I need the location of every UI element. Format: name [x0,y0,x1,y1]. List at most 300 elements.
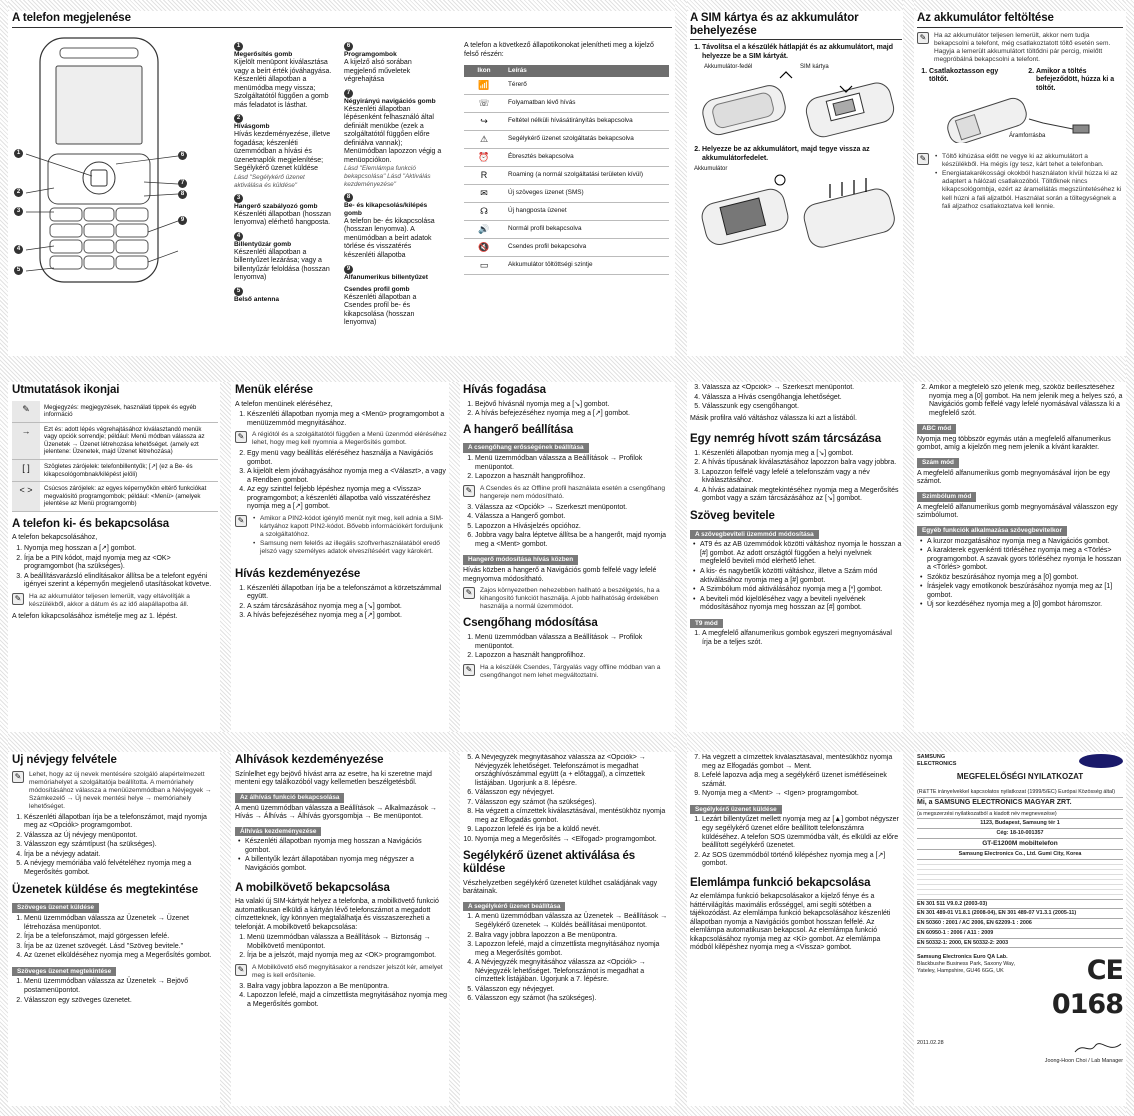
declaration-sign [917,1040,1123,1056]
menu-panel [235,384,447,730]
charge-steps [917,68,1123,98]
onoff-outro: A telefon kikapcsolásához ismételje meg az 1. lépést. [12,612,178,620]
conventions-panel [12,384,218,730]
convention-desc: Csúcsos zárójelek: az egyes képernyőkön eltérő funkciókat megvalósító programgombok; például: <Menü> (amelyek jelentése az Menü programgomb) [40,482,218,512]
ringtone-step: 5. Válasszunk egy csengőhangot. [702,403,902,412]
sos-intro: Vészhelyzetben segélykérő üzenetet küldhet családjának vagy barátainak. [463,879,658,896]
status-icon-desc: Segélykérő üzenet szolgáltatás bekapcsolva [504,130,669,148]
declaration-line: GT-E1200M mobiltelefon [917,839,1123,850]
table-row [464,256,669,274]
ringtone-step: 4. Válassza a Hívás csengőhangja lehetőséget. [702,394,902,403]
volume-bar-2: Hangerő módosítása hívás közben [463,555,578,565]
sim-illustration-1 [690,64,902,146]
ringtone-note [463,664,673,680]
item-label: Billentyűzár gomb [234,240,292,248]
note-icon: ✎ [463,587,475,599]
other-bar: Egyéb funkciók alkalmazása szövegbevitelkor [917,526,1067,536]
item-label: Be- és kikapcsolás/kilépés gomb [344,201,428,217]
recent-title: Egy nemrég hívott szám tárcsázása [690,433,882,446]
declaration-signer: Joong-Hoon Choi / Lab Manager [1044,1057,1123,1064]
abc-text: Nyomja meg többször egymás után a megfelelő alfanumerikus gombot, amíg a kijelzőn meg nem jelenik a kívánt karakter. [917,435,1111,452]
table-header-row [464,65,669,77]
text-bullet: • A kis- és nagybetűk közötti váltáshoz, illetve a Szám mód aktiválásához nyomja meg a [#] gombot. [700,568,902,585]
volume-title: A hangerő beállítása [463,423,574,436]
charge-step-1: 1. Csatlakoztasson egy töltőt. [929,68,1016,85]
appearance-item [234,232,334,283]
num-text: A megfelelő alfanumerikus gomb megnyomásával írjon be egy számot. [917,469,1110,486]
gutter-row1-row2 [0,356,1134,382]
other-bullet: • Szóköz beszúrásához nyomja meg a [0] gombot. [927,574,1123,583]
item-label: Négyirányú navigációs gomb [344,97,436,105]
charge-step-2: 2. Amikor a töltés befejeződött, húzza ki a töltőt. [1036,68,1123,94]
declaration-line: EN 60950-1 : 2006 / A11 : 2009 [917,929,1123,939]
tracker-step: 5. A Névjegyzék megnyitásához válassza az <Opciók> → Névjegyzék lehetőséget. Telefonszámot is megadhat országhívószámmal együtt (a + előtaggal), a címzettek listájában. Ugorjunk a 8. lépésre. [475,754,673,788]
declaration-lab [917,954,1123,1022]
cover-label: Akkumulátor-fedél [704,64,753,71]
item-number: 4 [234,232,243,241]
status-icons-table [464,65,669,274]
volume-step: 5. Lapozzon a Hívásjelzés opcióhoz. [475,523,673,532]
recent-step: 1. Készenléti állapotban nyomja meg a [↘] gombot. [702,450,902,459]
declaration-line: Cég: 18-10-001357 [917,829,1123,839]
gutter-top [0,0,1134,11]
declaration-line: (a megszerzési nyilatkozatból a kiadott név megnevezése) [917,810,1123,820]
phone-drawing [20,36,190,296]
status-icon: ▭ [464,256,504,274]
status-icons-intro: A telefon a következő állapotikonokat jelenítheti meg a kijelző felső részén: [464,42,654,58]
contact-note [12,771,218,811]
tracker-intro: Ha valaki új SIM-kártyát helyez a telefonba, a mobilkövető funkció automatikusan elküldi a kártyán lévő telefonszámot a megadott címzetteknek, így könnyen megtalálhatja és visszaszerezheti a telefonját. A mobilkövető bekapcsolása: [235,898,439,931]
gutter-col-d [675,0,687,1116]
item-label: Csendes profil gomb [344,285,410,293]
status-icon: ☏ [464,94,504,112]
sos-step: 9. Nyomja meg a <Ment> → <Igen> programgombot. [702,790,902,799]
menu-note-bullet: • Samsung nem felelős az illegális szoftverhasználatából eredő jelszó vagy személyes adatok elveszítéséért vagy károkért. [260,540,447,556]
text-bar-2: T9 mód [690,619,723,629]
declaration-panel [917,754,1123,1104]
tracker-step: 1. Menü üzemmódban válassza a Beállítások → Biztonság → Mobilkövető menüpontot. [247,934,447,951]
volume-note-text: A Csendes és az Offline profil használata esetén a csengőhang hangereje nem módosítható. [480,484,665,500]
note-icon: ✎ [463,664,475,676]
contact-step: 1. Készenléti állapotban írja be a telefonszámot, majd nyomja meg az <Opciók> programgombot. [24,814,218,831]
torch-panel [690,754,902,1104]
text-bullet: • AT9 és az AB üzemmódok közötti váltáshoz nyomja le hosszan a [#] gombot. Az adott országtól függően a helyi nyelvnek megfelelő beviteli mód elérhető lehet. [700,541,902,567]
tracker-step: 10. Nyomja meg a Megerősítés → <Elfogad> programgombot. [475,836,673,845]
ringtone-outro: Másik profilra való váltáshoz válassza ki azt a listából. [690,414,857,422]
message-view-step: 1. Menü üzemmódban válassza az Üzenetek → Bejövő postamenüpontot. [24,978,218,995]
contact-title: Új névjegy felvétele [12,754,117,766]
convention-desc: Szögletes zárójelek: telefonbillentyűk; [↗] (ez a Be- és kikapcsológombnak/kilépést jelöli) [40,460,218,482]
sos-title: Segélykérő üzenet aktiválása és küldése [463,850,636,875]
t9-step: 2. Amikor a megfelelő szó jelenik meg, szóköz beillesztéséhez nyomja meg a [0] gombot. Ha nem jelenik meg a helyes szó, a Navigációs gomb felfelé vagy lefelé nyomásával válassza ki a megfelelő szót. [929,384,1123,418]
declaration-line: Samsung Electronics Co., Ltd. Gumi City, Korea [917,850,1123,860]
declaration-line: EN 301 489-01 V1.8.1 (2008-04), EN 301 489-07 V1.3.1 (2005-11) [917,909,1123,919]
callout-6: 6 [178,151,187,160]
declaration-line: Mi, a SAMSUNG ELECTRONICS MAGYAR ZRT. [917,798,1123,810]
phone-illustration [16,36,185,286]
volume-note-2 [463,587,673,611]
item-number: 1 [234,42,243,51]
menu-note-2 [235,515,447,560]
tracker-step: 3. Balra vagy jobbra lapozzon a Be menüpontra. [247,983,447,992]
volume-note-1 [463,485,673,501]
table-row [464,130,669,148]
status-icons-section [464,42,669,275]
table-row [464,220,669,238]
appearance-item [344,89,444,189]
volume-step: 2. Lapozzon a használt hangprofilhoz. [475,473,673,482]
callout-4: 4 [14,245,23,254]
gutter-bottom [0,1106,1134,1116]
call-step: 2. A szám tárcsázásához nyomja meg a [↘] gombot. [247,603,447,612]
volume-note-text: Zajos környezetben nehezebben hallható a beszélgetés, ha a kihangosító funkciót használja. A jobb hallhatóság érdekében használja a normál üzemmódot. [480,587,660,611]
status-icon: ⏰ [464,148,504,166]
fake-bullet: • Készenléti állapotban nyomja meg hosszan a Navigációs gombot. [245,838,447,855]
status-icon-desc: Új hangposta üzenet [504,202,669,220]
sos-step: 3. Lapozzon lefelé, majd a címzettlista megnyitásához nyomja meg a Megerősítés gombot. [475,941,673,958]
fake-title: Álhívások kezdeményezése [235,754,384,766]
abc-bar: ABC mód [917,424,956,434]
sim-drawing-1 [690,64,900,146]
sos-panel [463,754,673,1104]
table-row [464,94,669,112]
answer-step: 2. A hívás befejezéséhez nyomja meg a [↗] gombot. [475,410,673,419]
appearance-item [344,193,444,261]
table-row [12,482,218,512]
menu-step: 3. A kijelölt elem jóváhagyásához nyomja meg a <Választ>, a vagy a Rendben gombot. [247,468,447,485]
other-bullet: • Új sor kezdéséhez nyomja meg a [0] gombot háromszor. [927,601,1123,610]
item-number: 8 [344,193,353,202]
item-number: 9 [344,265,353,274]
gutter-col-f [1126,0,1134,1116]
appearance-item [344,265,444,282]
declaration-line: Samsung Electronics Euro QA Lab. [917,954,1008,961]
torch-title: Elemlámpa funkció bekapcsolása [690,876,871,889]
appearance-col1 [234,42,334,308]
fake-intro: Színlelhet egy bejövő hívást arra az esetre, ha ki szeretne majd menteni egy találkozóból vagy kellemetlen beszélgetésből. [235,770,432,787]
onoff-step: 3. A beállításvarázsló elindításakor állítsa be a telefont egyéni igényei szerint a képernyőn megjelenő utasításokat követve. [24,573,218,590]
item-number: 3 [234,194,243,203]
sym-bar: Szimbólum mód [917,492,976,502]
gutter-row2-row3 [0,732,1134,752]
menu-step: 4. Az egy szinttel feljebb lépéshez nyomja meg a <Vissza> programgombot; a készenléti állapotba való visszatéréshez nyomja meg a [↗] gombot. [247,486,447,512]
item-label: Hívásgomb [234,123,270,131]
callout-1: 1 [14,149,23,158]
table-row [464,238,669,256]
sos-step: 1. A menü üzemmódban válassza az Üzenetek → Beállítások → Segélykérő üzenetek → Küldés beállításai menüpontot. [475,913,673,930]
declaration-line: EN 50360 : 2001 / AC 2006, EN 62209-1 : 2006 [917,919,1123,929]
message-step: 4. Az üzenet elküldéséhez nyomja meg a Megerősítés gombot. [24,952,218,961]
declaration-line: EN 301 511 V9.0.2 (2003-03) [917,900,1123,910]
item-text: A telefon be- és kikapcsolása (hosszan lenyomva). A menümódban a beírt adatok törlése és visszatérés készenléti állapotba [344,217,435,259]
item-text: Kijelölt menüpont kiválasztása vagy a beírt érték jóváhagyása. Készenléti állapotban a menümódba megy vissza; Szolgáltatótól függően a gomb más feladatot is lásthat. [234,59,332,109]
t9-step: 1. A megfelelő alfanumerikus gombok egyszeri megnyomásával írja be a teljes szót. [702,630,902,647]
gutter-col-b [220,382,231,732]
conventions-title: Útmutatások ikonjai [12,384,120,396]
contact-step: 5. A névjegy memóriába való felvételéhez nyomja meg a Megerősítés gombot. [24,860,218,877]
fake-bar-1: Az álhívás funkció bekapcsolása [235,793,344,803]
torch-text: Az elemlámpa funkció bekapcsolásakor a kijelző fénye és a háttérvilágítás maximális erősséggel, ami segíti sötétben a tájékozódást. Az elemlámpa funkció bekapcsolásához készenléti állapotban nyomja a Navigációs gombot hosszan felfelé. Az elemlámpa automatikusan bekapcsol. Az elemlámpa funkció kikapcsolásához nyomja meg az <Ki> gombot. Az elemlámpa módból kilépéshez nyomja meg a <Vissza> gombot. [690,893,891,952]
message-view-step: 2. Válasszon egy szöveges üzenetet. [24,997,218,1006]
item-label: Programgombok [344,51,397,58]
menu-title: Menük elérése [235,384,313,396]
convention-icon: [ ] [12,460,40,482]
status-icon: ☊ [464,202,504,220]
answer-step: 1. Bejövő hívásnál nyomja meg a [↘] gombot. [475,401,673,410]
other-bullet: • A kurzor mozgatásához nyomja meg a Navigációs gombot. [927,538,1123,547]
menu-note-bullet: • Amikor a PIN2-kódot igénylő menüt nyit meg, kell adnia a SIM-kártyához kapott PIN2-kódot. Bővebb információkért forduljunk a szolgáltatóhoz. [260,515,447,539]
text-bullet: • A beviteli mód kijelöléséhez vagy a beviteli nyelvének módosításához nyomja meg hosszan az [#] gombot. [700,596,902,613]
fake-call-panel [235,754,447,1104]
sos-step: 6. Válasszon egy számot (ha szükséges). [475,995,673,1004]
note-icon: ✎ [235,431,247,443]
tracker-title: A mobilkövető bekapcsolása [235,881,390,894]
message-step: 1. Menü üzemmódban válassza az Üzenetek → Üzenet létrehozása menüpontot. [24,915,218,932]
convention-icon: ✎ [12,401,40,423]
charge-bullet: • Töltő kihúzása előtt ne vegye ki az akkumulátort a készülékből. Ha mégis így tesz, kárt tehet a telefonban. [942,153,1123,169]
note-icon: ✎ [12,771,24,783]
tracker-note [235,964,447,980]
item-hint: Lásd "Segélykérő üzenet aktiválása és küldése" [234,173,305,189]
gutter-col-g [220,752,231,1106]
declaration-line: 1123, Budapest, Samsung tér 1 [917,819,1123,829]
tracker-step: 4. Lapozzon lefelé, majd a címzettlista megnyitásához nyomja meg a Megerősítés gombot. [247,992,447,1009]
declaration-title: MEGFELELŐSÉGI NYILATKOZAT [956,772,1084,781]
convention-icon: < > [12,482,40,512]
recent-step: 3. Lapozzon felfelé vagy lefelé a telefonszám vagy a név kiválasztásához. [702,469,902,486]
status-icon-desc: Normál profil bekapcsolva [504,220,669,238]
callout-5: 5 [14,266,23,275]
sim-panel [690,12,902,354]
table-row [12,422,218,459]
item-number: 2 [234,114,243,123]
status-icon-desc: Folyamatban lévő hívás [504,94,669,112]
sos-bar: A segélykérő üzenet beállítása [463,902,565,912]
volume-step: 4. Válassza a Hangerő gombot. [475,513,673,522]
charge-illustration [917,97,1123,143]
fake-bar-2: Álhívás kezdeményezése [235,827,321,837]
tracker-step: 7. Válasszon egy számot (ha szükséges). [475,799,673,808]
declaration-line: (R&TTE irányelvekkel kapcsolatos nyilatkozat (1999/5/EC) Európai Közösség által) [917,788,1123,798]
contact-panel [12,754,218,1104]
menu-note-1 [235,431,447,447]
charge-warning [917,153,1123,214]
status-icon-desc: Akkumulátor töltöttségi szintje [504,256,669,274]
table-row [464,112,669,130]
ringtone-step: 3. Válassza az <Opciók> → Szerkeszt menüpontot. [702,384,902,393]
appearance-item [234,194,334,228]
messages-title: Üzenetek küldése és megtekintése [12,883,198,896]
battery-label: Akkumulátor [694,166,728,173]
messages-bar-2: Szöveges üzenet megtekintése [12,967,116,977]
menu-intro: A telefon menüinek eléréséhez, [235,400,333,408]
onoff-step: 1. Nyomja meg hosszan a [↗] gombot. [24,545,218,554]
fake-bullet: • A billentyűk lezárt állapotában nyomja meg négyszer a Navigációs gombot. [245,856,447,873]
gutter-col-h [449,752,460,1106]
status-icon-desc: Térerő [504,77,669,94]
charge-note [917,32,1123,64]
text-bullet: • A Szimbólum mód aktiválásához nyomja meg a [*] gombot. [700,586,902,595]
sos-step: 8. Lefelé lapozva adja meg a segélykérő üzenet ismétléseinek számát. [702,772,902,789]
item-number: 7 [344,89,353,98]
item-label: Belső antenna [234,295,280,303]
recent-panel [690,384,902,730]
other-bullet: • A karakterek egyenkénti törléséhez nyomja meg a <Törlés> programgombot. A szavak gyors törléséhez nyomja le hosszan a <Törlés> gombot. [927,547,1123,573]
text-cont-panel [917,384,1123,730]
appearance-item [344,42,444,85]
declaration-date: 2011.02.28 [917,1039,944,1046]
signature [1073,1040,1123,1056]
ce-mark [1027,954,1123,1022]
gutter-col-c [449,382,460,732]
fake-text-1: A menü üzemmódban válassza a Beállítások → Alkalmazások → Hívás → Álhívás → Álhívás gyorsgombja → Be menüpontot. [235,804,437,821]
item-number: 6 [344,42,353,51]
status-icon: R [464,166,504,184]
menu-step: 1. Készenléti állapotban nyomja meg a <Menü> programgombot a menüüzemmód megnyitásához. [247,411,447,428]
messages-bar-1: Szöveges üzenet küldése [12,903,99,913]
item-text: Készenléti állapotban (hosszan lenyomva) elérhető hangposta. [234,210,331,227]
samsung-logo [1079,754,1123,768]
status-icon: ✉ [464,184,504,202]
item-text: Készenléti állapotban lépésenként felhasználó által definiált menükbe (ezek a szolgáltatótól függően előre definiálva vannak); Menümódban lapozzon végig a menüopciókon. [344,105,442,164]
answer-panel [463,384,673,730]
ringtone-step: 2. Lapozzon a használt hangprofilhoz. [475,652,673,661]
item-hint: Lásd "Elemlámpa funkció bekapcsolása" Lásd "Aktiválás kezdeményezése" [344,165,431,188]
status-icon-desc: Új szöveges üzenet (SMS) [504,184,669,202]
status-icon: 🔇 [464,238,504,256]
volume-step: 1. Menü üzemmódban válassza a Beállítások → Profilok menüpontot. [475,455,673,472]
menu-step: 2. Egy menü vagy beállítás eléréséhez használja a Navigációs gombot. [247,450,447,467]
status-icon: 📶 [464,77,504,94]
tracker-note-text: A Mobilkövető első megnyitásakor a rendszer jelszót kér, amelyet meg is kell erősítenie. [252,963,443,979]
item-label: Alfanumerikus billentyűzet [344,273,428,281]
sos-step: 5. Válasszon egy névjegyet. [475,986,673,995]
sos-step: 7. Ha végzett a címzettek kiválasztásával, mentésükhöz nyomja meg az Elfogadás gombot → Ment. [702,754,902,771]
volume-step: 3. Válassza az <Opciók> → Szerkeszt menüpontot. [475,504,673,513]
appearance-item [344,286,444,328]
status-icon-desc: Csendes profil bekapcsolva [504,238,669,256]
volume-step: 6. Jobbra vagy balra léptetve állítsa be a hangerőt, majd nyomja meg a <Ment> gombot. [475,532,673,549]
declaration-header [917,754,1123,768]
item-text: A kijelző alsó sorában megjelenő műveletek végrehajtása [344,59,412,84]
callout-7: 7 [178,179,187,188]
item-label: Hangerő szabályozó gomb [234,202,318,210]
item-text: Hívás kezdeményezése, illetve fogadása; készenléti üzemmódban a hívási és üzenetnaplók megjelenítése; Segélykérő üzenet küldése [234,131,331,173]
num-bar: Szám mód [917,458,959,468]
appearance-item [234,42,334,110]
text-title: Szöveg bevitele [690,509,775,522]
contact-step: 2. Válassza az Új névjegy menüpontot. [24,832,218,841]
call-step: 3. A hívás befejezéséhez nyomja meg a [↗] gombot. [247,612,447,621]
charge-title: Az akkumulátor feltöltése [917,12,1054,24]
status-icon-desc: Feltétel nélküli hívásátirányítás bekapcsolva [504,112,669,130]
call-step: 1. Készenléti állapotban írja be a telefonszámot a körzetszámmal együtt. [247,585,447,602]
sos-send-bar: Segélykérő üzenet küldése [690,805,782,815]
note-icon: ✎ [917,32,929,44]
table-row [464,148,669,166]
samsung-brand: SAMSUNG ELECTRONICS [917,754,957,767]
charge-panel [917,12,1123,354]
volume-text-2: Hívás közben a hangerő a Navigációs gomb felfelé vagy lefelé megnyomva módosítható. [463,567,657,583]
gutter-col-a [0,0,8,1116]
desc-col-header: Leírás [504,65,669,77]
recent-step: 2. A hívás típusának kiválasztásához lapozzon balra vagy jobbra. [702,459,902,468]
item-number: 5 [234,287,243,296]
sim-step-2: 2. Helyezze be az akkumulátort, majd tegye vissza az akkumulátorfedelet. [702,146,902,163]
callout-3: 3 [14,207,23,216]
note-icon: ✎ [463,485,475,497]
answer-title: Hívás fogadása [463,384,546,396]
other-bullet: • Írásjelek vagy emotikonok beszúrásához nyomja meg az [1] gombot. [927,583,1123,600]
sos-step: 4. A Névjegyzék megnyitásához válassza az <Opciók> → Névjegyzék lehetőséget. Telefonszámot is megadhat a címzettek listájában. Ugorjunk a 7. lépésre. [475,959,673,985]
appearance-item [234,114,334,189]
contact-step: 4. Írja be a névjegy adatait. [24,851,218,860]
declaration-line: EN 50332-1: 2000, EN 50332-2: 2003 [917,939,1123,949]
text-bar-1: A szövegbeviteli üzemmód módosítása [690,530,819,540]
outlet-label: Áramforrásba [1009,133,1046,140]
onoff-step: 2. Írja be a PIN kódot, majd nyomja meg az <OK> programgombot (ha szükséges). [24,555,218,572]
note-icon: ✎ [12,593,24,605]
callout-8: 8 [178,190,187,199]
sim-title: A SIM kártya és az akkumulátor behelyezése [690,12,859,37]
icon-col-header: Ikon [464,65,504,77]
sos-send-step: 2. Az SOS üzemmódból történő kilépéshez nyomja meg a [↗] gombot. [702,852,902,869]
convention-desc: Megjegyzés: megjegyzések, használati tippek és egyéb információ [40,401,218,423]
tracker-step: 6. Válasszon egy névjegyet. [475,789,673,798]
recent-step: 4. A hívás adatainak megtekintéséhez nyomja meg a Megerősítés gombot vagy a szám tárcsázásához az [↘] gombot. [702,487,902,504]
charge-bullet: • Energiatakarékossági okokból használaton kívül húzza ki az adaptert a hálózati csatlakozóból. Töltőknek nincs kikapcsológombja, ezért az áramellátás megszüntetéséhez ki kell húzni a fali aljzatból. Használat során a töltegységnek a fali aljzathoz csatlakoztatva kell lennie. [942,170,1123,210]
charge-note-text: Ha az akkumulátor teljesen lemerült, akkor nem tudja bekapcsolni a telefont, még csatlakoztatott töltő esetén sem. Hagyja a lemerült akkumulátort töltődni pár percig, mielőtt megpróbálná bekapcsolni a telefont. [934,31,1111,63]
status-icon: 🔊 [464,220,504,238]
ringtone-title: Csengőhang módosítása [463,617,598,630]
item-label: Megerősítés gomb [234,51,293,58]
table-row [464,166,669,184]
onoff-note-text: Ha az akkumulátor teljesen lemerült, vagy eltávolítják a készülékből, akkor a dátum és az idő alapállapotba áll. [29,592,190,608]
message-step: 2. Írja be a telefonszámot, majd görgessen lefelé. [24,933,218,942]
callout-2: 2 [14,188,23,197]
status-icon: ↪ [464,112,504,130]
conventions-table [12,401,218,512]
status-icon-desc: Roaming (a normál szolgáltatási területen kívül) [504,166,669,184]
table-row [464,77,669,94]
declaration-fine-print [917,860,1123,900]
contact-step: 3. Válasszon egy számtípust (ha szükséges). [24,841,218,850]
convention-icon: → [12,422,40,459]
table-row [12,460,218,482]
ringtone-step: 1. Menü üzemmódban válassza a Beállítások → Profilok menüpontot. [475,634,673,651]
sim-label: SIM kártya [800,64,829,71]
contact-note-text: Lehet, hogy az új nevek mentésére szolgáló alapértelmezett memóriahelyet a szolgáltatója beállította. A memóriahely módosításához válassza a menüüzemmódban a Névjegyek → Számkezelő → Új nevek mentési helye → memóriahely lehetőséget. [29,770,212,810]
sos-step: 2. Balra vagy jobbra lapozzon a Be menüpontra. [475,932,673,941]
tracker-step: 2. Írja be a jelszót, majd nyomja meg az <OK> programgombot. [247,952,447,961]
appearance-panel [12,12,672,354]
declaration-line: Blackbushe Business Park, Saxony Way, Yateley, Hampshire, GU46 6GG, UK [917,961,1015,974]
menu-note-text: A régiótól és a szolgáltatótól függően a Menü üzenmód eléréséhez lehet, hogy meg kell nyomnia a Megerősítés gombot. [252,431,447,447]
callout-9: 9 [178,216,187,225]
status-icon: ⚠ [464,130,504,148]
status-icon-desc: Ébresztés bekapcsolva [504,148,669,166]
note-icon: ✎ [235,964,247,976]
onoff-intro: A telefon bekapcsolásához, [12,534,98,542]
appearance-item [234,287,334,304]
gutter-col-e [903,0,914,1116]
item-text: Készenléti állapotban a Csendes profil be- és kikapcsolása (hosszan lenyomva) [344,293,417,327]
note-icon: ✎ [235,515,247,527]
sim-drawing-2 [690,166,900,256]
appearance-col2 [344,42,444,332]
call-title: Hívás kezdeményezése [235,568,361,581]
convention-desc: Ezt és: adott lépés végrehajtásához kiválasztandó menük vagy opciók sorrendje; például: Menü módban válassza az Üzenetek → Üzenet létrehozása lehetőséget. (amely ezt jelentene: Üzenetek, majd Üzenet létrehozása) [40,422,218,459]
